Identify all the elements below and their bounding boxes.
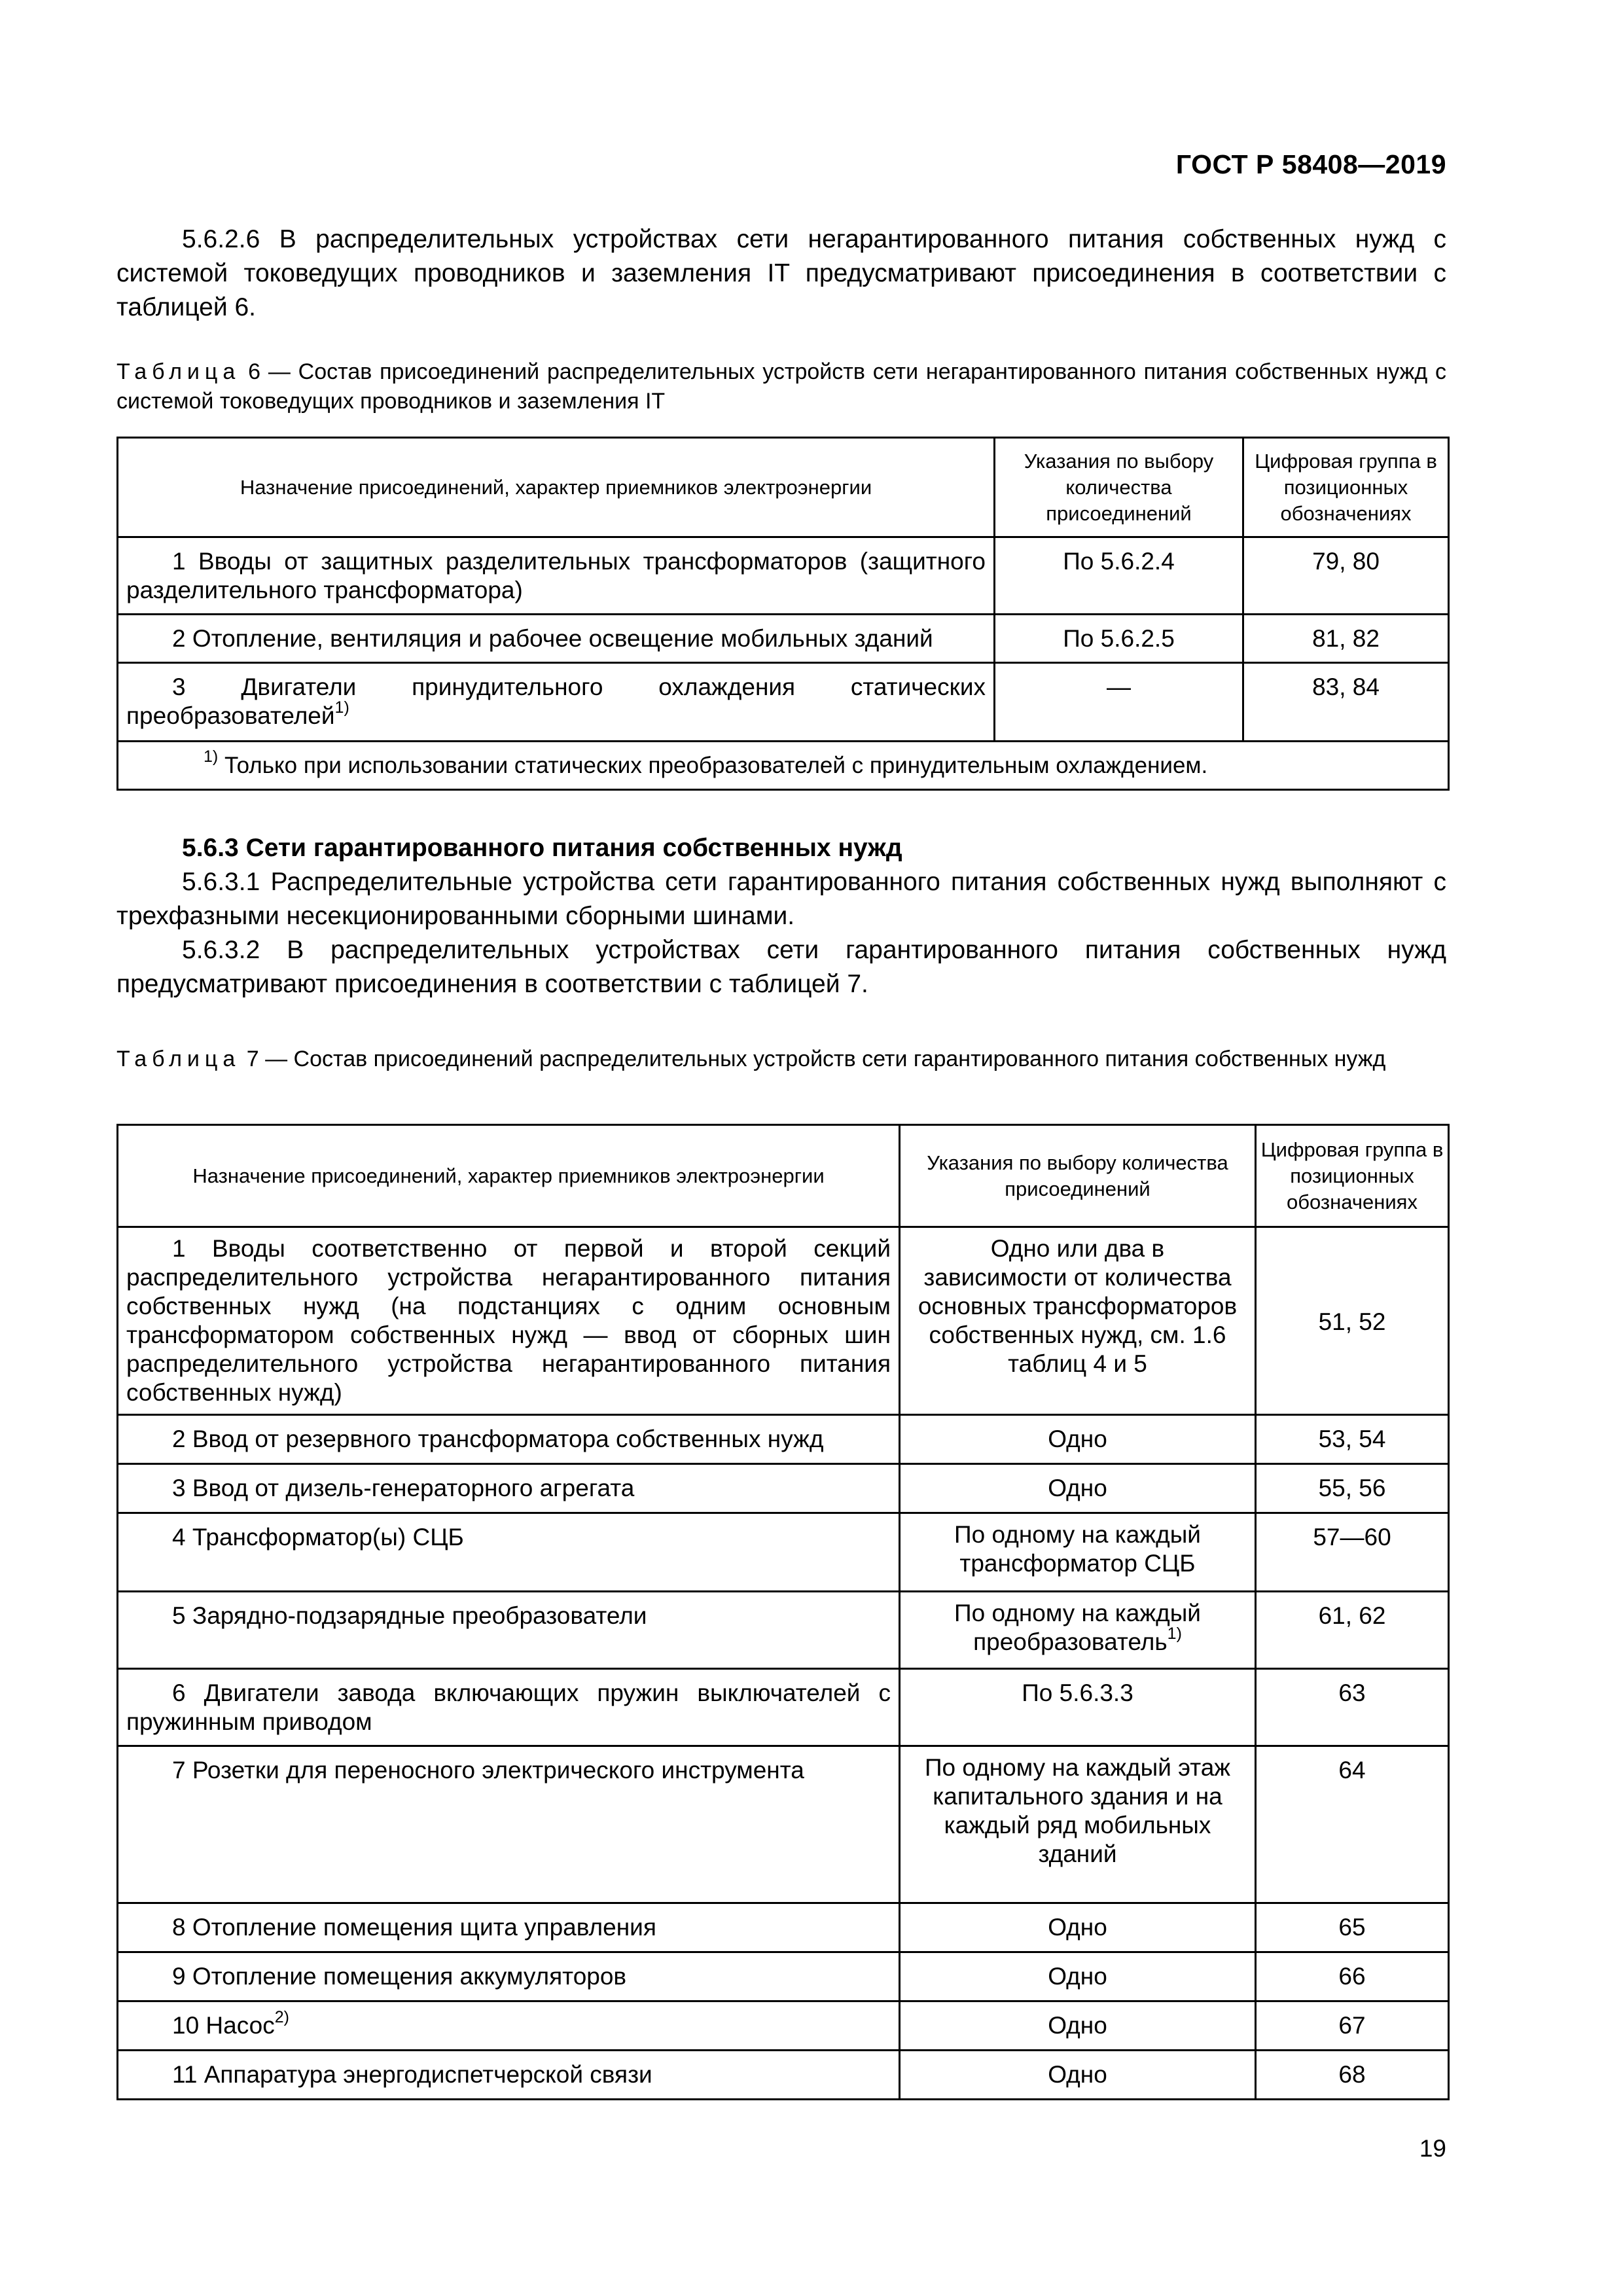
table7-row10-code: 67 — [1256, 2001, 1449, 2051]
table7-row11-code: 68 — [1256, 2051, 1449, 2100]
table6-row3-code: 83, 84 — [1243, 663, 1449, 742]
table-row — [118, 1513, 1449, 1592]
table-row — [118, 1592, 1449, 1669]
table7-col3-header: Цифровая группа в позиционных обозначениях — [1256, 1125, 1449, 1227]
section-5-6-3-title: 5.6.3 Сети гарантированного питания собственных нужд — [182, 834, 902, 862]
table6-col2-header: Указания по выбору количества присоединений — [995, 438, 1243, 537]
table-row — [118, 1415, 1449, 1464]
paragraph-5-6-2-6: 5.6.2.6 В распределительных устройствах сети негарантированного питания собственных нужд с системой токоведущих проводников и заземления IT предусматривают присоединения в соответствии с таблицей 6. — [116, 225, 1446, 321]
table6-col3-header: Цифровая группа в позиционных обозначениях — [1243, 438, 1449, 537]
table6-header-row — [118, 438, 1449, 537]
table7-caption-word: Таблица — [116, 1047, 241, 1071]
table7-row5-indication: По одному на каждый преобразователь$^{1)}$ — [900, 1592, 1256, 1669]
table6-row1-name: 1 Вводы от защитных разделительных трансформаторов (защитного разделительного трансформатора) — [118, 537, 995, 615]
table7-row5-name: 5 Зарядно-подзарядные преобразователи — [118, 1592, 900, 1669]
table7-row9-code: 66 — [1256, 1952, 1449, 2001]
table7-row5-code: 61, 62 — [1256, 1592, 1449, 1669]
table7-row3-indication: Одно — [900, 1464, 1256, 1513]
table7-row3-name: 3 Ввод от дизель-генераторного агрегата — [118, 1464, 900, 1513]
table-row — [118, 1227, 1449, 1415]
table6-row2-indication: По 5.6.2.5 — [995, 615, 1243, 663]
table7-header-row — [118, 1125, 1449, 1227]
table-row — [118, 615, 1449, 663]
table7-row4-indication: По одному на каждый трансформатор СЦБ — [900, 1513, 1256, 1592]
table-row — [118, 1669, 1449, 1746]
page-number: 19 — [1419, 2135, 1446, 2162]
table7-row2-code: 53, 54 — [1256, 1415, 1449, 1464]
table7-row4-name: 4 Трансформатор(ы) СЦБ — [118, 1513, 900, 1592]
table7-row11-name: 11 Аппаратура энергодиспетчерской связи — [118, 2051, 900, 2100]
paragraph-5-6-3-2: 5.6.3.2 В распределительных устройствах сети гарантированного питания собственных нужд предусматривают присоединения в соответствии с таблицей 7. — [116, 936, 1446, 998]
table7-row6-name: 6 Двигатели завода включающих пружин выключателей с пружинным приводом — [118, 1669, 900, 1746]
table6-footnote-row — [118, 742, 1449, 790]
table7-row10-indication: Одно — [900, 2001, 1256, 2051]
table6-row1-indication: По 5.6.2.4 — [995, 537, 1243, 615]
table7-row2-name: 2 Ввод от резервного трансформатора собственных нужд — [118, 1415, 900, 1464]
table6 — [116, 437, 1450, 791]
table6-row3-name: 3 Двигатели принудительного охлаждения статических преобразователей$^{1)}$ — [118, 663, 995, 742]
table-row — [118, 1903, 1449, 1952]
table7-row6-code: 63 — [1256, 1669, 1449, 1746]
footnote-ref: 2) — [274, 2007, 289, 2026]
table7-row9-indication: Одно — [900, 1952, 1256, 2001]
table7-row7-indication: По одному на каждый этаж капитального здания и на каждый ряд мобильных зданий — [900, 1746, 1256, 1903]
footnote-ref: 1) — [1167, 1624, 1182, 1643]
table-row — [118, 537, 1449, 615]
table6-footnote: $^{1)}$ Только при использовании статических преобразователей с принудительным охлаждением. — [118, 742, 1449, 790]
table7-row9-name: 9 Отопление помещения аккумуляторов — [118, 1952, 900, 2001]
table7-row10-name: 10 Насос$^{2)}$ — [118, 2001, 900, 2051]
table6-row3-indication: — — [995, 663, 1243, 742]
table7-row7-name: 7 Розетки для переносного электрического инструмента — [118, 1746, 900, 1903]
table7-row4-code: 57—60 — [1256, 1513, 1449, 1592]
table6-caption-word: Таблица — [116, 359, 241, 384]
table-row — [118, 1464, 1449, 1513]
table7-row8-code: 65 — [1256, 1903, 1449, 1952]
table7-row8-name: 8 Отопление помещения щита управления — [118, 1903, 900, 1952]
table7-col1-header: Назначение присоединений, характер приемников электроэнергии — [118, 1125, 900, 1227]
table6-row2-name: 2 Отопление, вентиляция и рабочее освещение мобильных зданий — [118, 615, 995, 663]
table-row — [118, 2051, 1449, 2100]
table6-caption-text: 6 — Состав присоединений распределительных устройств сети негарантированного питания собственных нужд с системой токоведущих проводников и заземления IT — [116, 359, 1446, 414]
table7 — [116, 1124, 1450, 2100]
table7-caption-text: 7 — Состав присоединений распределительных устройств сети гарантированного питания собственных нужд — [240, 1047, 1386, 1071]
table6-caption — [116, 357, 1446, 416]
table-row — [118, 1746, 1449, 1903]
table7-caption — [116, 1045, 1446, 1074]
table-row — [118, 663, 1449, 742]
table-row — [118, 1952, 1449, 2001]
table-row — [118, 2001, 1449, 2051]
paragraph-5-6-3-1: 5.6.3.1 Распределительные устройства сети гарантированного питания собственных нужд выполняют с трехфазными несекционированными сборными шинами. — [116, 868, 1446, 930]
document-code-header: ГОСТ Р 58408—2019 — [1175, 149, 1446, 179]
table6-row1-code: 79, 80 — [1243, 537, 1449, 615]
table7-row1-name: 1 Вводы соответственно от первой и второй секций распределительного устройства негарантированного питания собственных нужд (на подстанциях с одним основным трансформатором собственных нужд — ввод от сборных шин распределительного устройства негарантированного питания собственных нужд) — [118, 1227, 900, 1415]
table6-col1-header: Назначение присоединений, характер приемников электроэнергии — [118, 438, 995, 537]
table6-row2-code: 81, 82 — [1243, 615, 1449, 663]
footnote-ref: 1) — [334, 698, 349, 717]
table7-row2-indication: Одно — [900, 1415, 1256, 1464]
table7-row6-indication: По 5.6.3.3 — [900, 1669, 1256, 1746]
table7-row11-indication: Одно — [900, 2051, 1256, 2100]
table7-row3-code: 55, 56 — [1256, 1464, 1449, 1513]
table7-col2-header: Указания по выбору количества присоединений — [900, 1125, 1256, 1227]
table7-row7-code: 64 — [1256, 1746, 1449, 1903]
table7-row1-indication: Одно или два в зависимости от количества основных трансформаторов собственных нужд, см. 1.6 таблиц 4 и 5 — [900, 1227, 1256, 1415]
table7-row1-code: 51, 52 — [1256, 1227, 1449, 1415]
section-5-6-3 — [116, 831, 1446, 1001]
footnote-mark: 1) — [204, 747, 219, 766]
table7-row8-indication: Одно — [900, 1903, 1256, 1952]
